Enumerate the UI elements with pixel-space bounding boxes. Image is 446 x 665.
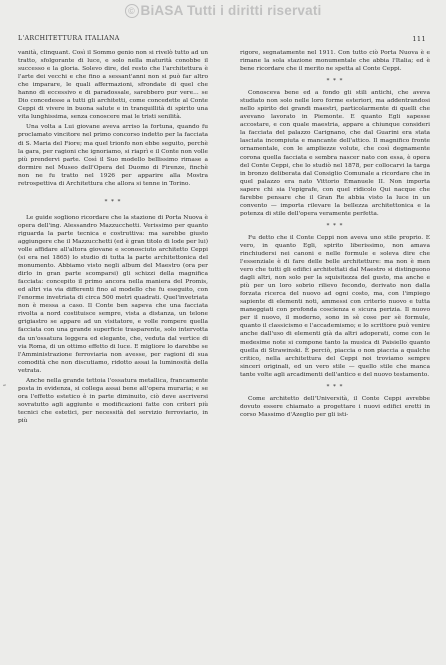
paragraph: vanità, clinquant. Così il Sommo genio non si rivelò tutto ad un tratto, sfolgorante di luce, e solo nella maturità conobbe il successo e la gloria. Solevo dire, del resto che l'architettura è l'arte dei vecchi e che fino a sessant'anni non si può far altro che imparare, le quali affermazioni, sfrondate di quel che hanno di eccessivo e di paradossale, sarebbero pur vere... se Dio concedesse a tutti gli architetti, come concedette al Conte Ceppi di vivere in buona salute e in tranquillità di spirito una vita lunghissima, senza conoscere mai le tristi senilità.: [18, 50, 208, 121]
paragraph: Le guide sogliono ricordare che la stazione di Porta Nuova è opera dell'ing. Alessandro Mazzucchetti. Verissimo per quanto riguarda la parte tecnica e costruttiva: ma sarebbe giusto aggiungere che il Mazzucchetti (ed è gran titolo di lode per lui) volle affidare all'altora giovane e sconosciuto architetto Ceppi (si era nel 1865) lo studio di tutta la parte architettonica del monumento. Abbiamo visto negli album del Maestro (ora per dirlo in gran parte scomparsi) gli schizzi della magnifica facciata: concepito il primo ancora nella maniera del Promis, ed altri via via differenti fino al modello che fu eseguito, con l'enorme invetriata di circa 500 metri quadrati. Quel'invetriata non è messa a caso. Il Conte ben sapeva che una facciata rivolta a nord costituisce sempre, vista a distanza, un telone grigiastro se appare ad un visitatore, e volle rompere quella facciata con una grande superficie trasparente, solo intervotta da un'ossatura leggera ed elegante, che, veduta dal vertice di via Roma, di un ottimo effetto di luce. E migliore lo darebbe se l'Amministrazione ferroviaria non avesse, per ragioni di sua comodità che non discutiamo, ridotto assai la luminosità della vetrata.: [18, 214, 208, 374]
margin-note: „: [3, 380, 7, 387]
copyright-icon: ©: [125, 4, 139, 18]
section-separator: * * *: [326, 222, 344, 229]
paragraph: Anche nella grande tettoia l'ossatura metallica, francamente posta in evidenza, si collega assai bene all'opera muraria; e se ora l'effetto estetico è in parte diminuito, ciò deve ascriversi sovratutto agli aggiunte e modificazioni fatte con criteri più tecnici che estetici, per necessità del servizio ferroviario, in più: [18, 377, 208, 424]
watermark: [0, 3, 446, 18]
section-separator: * * *: [326, 383, 344, 390]
section-separator: * * *: [326, 78, 344, 85]
page-number: 111: [412, 35, 426, 43]
paragraph: Fu detto che il Conte Ceppi non aveva uno stile proprio. E vero, in quanto Egli, spirito liberissimo, non amava rinchiudersi nei canoni e nelle formule e soleva dire che l'essenziale è di fare delle belle architetture: ma non è men vero che tutti gli edifici architettati dal Maestro si distinguono dagli altri, non solo per la squisitezza del gusto, ma anche e più per un loro sobrio rilievo fecondo, derivato non dalla forzata ricerca del nuovo ad ogni costo, ma, con l'impiego sapiente di elementi noti, ammessi con criterio nuovo e tutta maneggiati con profonda coscienza e sicura perizia. Il nuovo per il nuovo, il moderno, sono in sè cose per sè formule, quanto il classicismo e l'accademismo; e lo scrittore può venire anche dall'uso di elementi già da altri adoperati, come con le medesime note si compone tanto la musica di Paisiello quanto quella di Strawinski. È perciò, piaccia o non piaccia a qualche critico, nella architettura del Ceppi noi troviamo sempre sinceri originali, ed un vero stile — quello stile che manca tante volte agli arcadimenti dell'antico e del nuovo testamento.: [240, 234, 430, 378]
paragraph: rigore, segnatamente nel 1911. Con tutto ciò Porta Nuova è e rimane la sola stazione monumentale che abbia l'Italia; ed è bene ricordare che il merito ne spetta al Conte Ceppi.: [240, 50, 430, 73]
running-title: L'ARCHITETTURA ITALIANA: [18, 35, 120, 42]
left-column: [18, 49, 208, 425]
section-separator: * * *: [104, 198, 122, 205]
watermark-text: BiASA Tutti i diritti riservati: [140, 3, 322, 18]
paragraph: Come architetto dell'Università, il Conte Ceppi avrebbe dovuto essere chiamato a progettare i nuovi edifici eretti in corso Massimo d'Azeglio per gli isti-: [240, 395, 430, 418]
right-column: [240, 49, 430, 419]
running-header: [18, 35, 426, 47]
paragraph: Una volta a Lui giovane aveva arriso la fortuna, quando fu proclamato vincitore nel primo concorso indetto per la facciata di S. Maria del Fiore; ma quel trionfo non ebbe seguito, perchè la gara, per ragioni che ignoriamo, si riaprì e il Conte non volle più prendervi parte. Così il Suo modello bellissimo rimase a dormire nel Museo dell'Opera del Duomo di Firenze, finchè non ne fu tratto nel 1926 per apparire alla Mostra retrospettiva di Architettura che allora si tenne in Torino.: [18, 124, 208, 187]
paragraph: Conosceva bene ed a fondo gli stili antichi, che aveva studiato non solo nelle loro forme esteriori, ma addentrandosi nello spirito dei grandi maestri, particolarmente di quelli che avevano lavorato in Piemonte. E quanto Egli sapesse accostare, e con quale maestria, appare a chiunque consideri la facciata del palazzo Carignano, che dal Guarini era stata lasciata incompiuta e mancante dell'attico. Il magnifico fronte ornamentale, con le ampliezze volute, che così degnamente corona quella facciata e sembra nascer nato con essa, è opera del Conte Ceppi, che lo studiò nel 1878, per collocarvi la targa in bronzo deliberata dal Consiglio Comunale a ricordare che in quel palazzo era nato Vittorio Emanuele II. Non importa sapere chi sia l'epigrafe, con quel ridicolo Qui nacque che farebbe pensare che il Gran Re abbia visto la luce in un convento — importa rilevare la bellezza architettonica e la potenza di stile dell'opera veramente perfetta.: [240, 90, 430, 217]
